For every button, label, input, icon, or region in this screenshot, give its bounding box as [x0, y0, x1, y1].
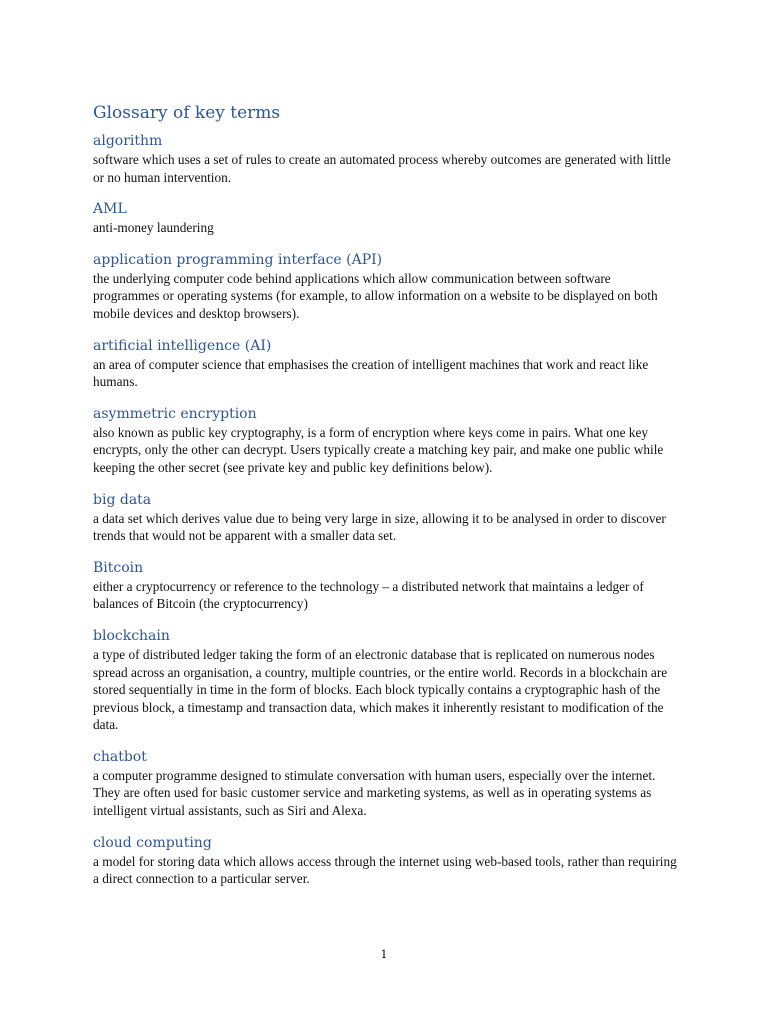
glossary-term: blockchain [93, 627, 170, 644]
glossary-entry [93, 558, 678, 613]
glossary-definition: an area of computer science that emphasises the creation of intelligent machines that work and react like humans. [93, 356, 649, 390]
glossary-term: algorithm [93, 133, 163, 149]
page-number: 1 [380, 948, 388, 961]
glossary-definition: also known as public key cryptography, is a form of encryption where keys come in pairs. What one key encrypts, only the other can decrypt. Users typically create a matching key pair, and make one public while keeping the other secret (see private key and public key definitions below). [93, 424, 664, 475]
glossary-term: AML [93, 201, 127, 218]
glossary-entry [93, 404, 678, 477]
glossary-entry [93, 336, 678, 391]
glossary-content [93, 101, 678, 901]
glossary-definition: a model for storing data which allows access through the internet using web-based tools, rather than requiring a direct connection to a particular server. [93, 853, 677, 887]
glossary-entry [93, 250, 678, 323]
glossary-entry [93, 747, 678, 820]
glossary-term: application programming interface (API) [93, 251, 383, 268]
glossary-definition: a computer programme designed to stimulate conversation with human users, especially over the internet. They are often used for basic customer service and marketing systems, as well as in operating systems as intelligent virtual assistants, such as Siri and Alexa. [93, 767, 656, 819]
glossary-term: cloud computing [93, 834, 212, 851]
glossary-term: chatbot [93, 748, 147, 765]
glossary-term: asymmetric encryption [93, 405, 257, 422]
glossary-entry [93, 199, 678, 237]
glossary-definition: anti-money laundering [93, 220, 214, 236]
page-title: Glossary of key terms [93, 103, 281, 123]
glossary-term: big data [93, 491, 152, 508]
glossary-entry [93, 490, 678, 545]
glossary-definition: either a cryptocurrency or reference to the technology – a distributed network that maintains a ledger of balances of Bitcoin (the cryptocurrency) [93, 578, 644, 612]
glossary-term: Bitcoin [93, 559, 144, 576]
glossary-entry [93, 131, 678, 186]
glossary-entry [93, 626, 678, 734]
glossary-entry [93, 833, 678, 888]
glossary-definition: a type of distributed ledger taking the form of an electronic database that is replicated on numerous nodes spread across an organisation, a country, multiple countries, or the entire world. Records in a blockchain are stored sequentially in time in the form of blocks. Each block typically contains a cryptographic hash of the previous block, a timestamp and transaction data, which makes it inherently resistant to modification of the data. [93, 646, 668, 733]
glossary-definition: the underlying computer code behind applications which allow communication between software programmes or operating systems (for example, to allow information on a website to be displayed on both mobile devices and desktop browsers). [93, 270, 658, 321]
glossary-term: artificial intelligence (AI) [93, 337, 272, 354]
glossary-definition: a data set which derives value due to being very large in size, allowing it to be analysed in order to discover trends that would not be apparent with a smaller data set. [93, 510, 666, 544]
glossary-definition: software which uses a set of rules to create an automated process whereby outcomes are generated with little or no human intervention. [93, 152, 671, 185]
